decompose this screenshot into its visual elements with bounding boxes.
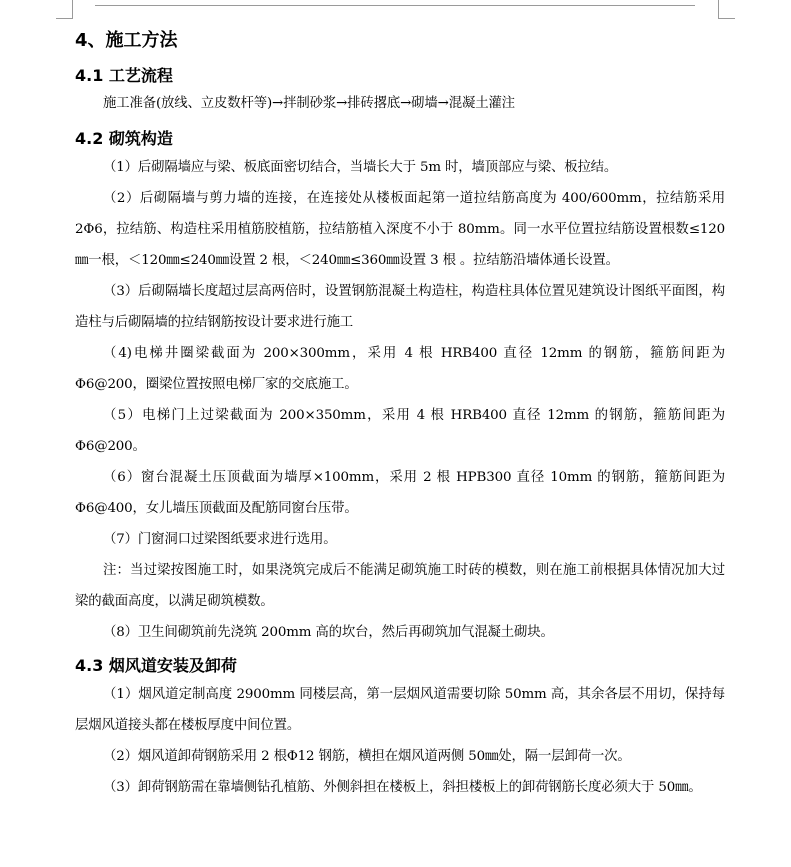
margin-mark-left-h — [56, 18, 73, 19]
section-title: 4、施工方法 — [75, 30, 178, 51]
process-flow: 施工准备(放线、立皮数杆等)→拌制砂浆→排砖撂底→砌墙→混凝土灌注 — [103, 96, 515, 111]
paragraph-4-3-1: （1）烟风道定制高度 2900mm 同楼层高，第一层烟风道需要切除 50mm 高，其余各层不用切，保持每层烟风道接头都在楼板厚度中间位置。 — [75, 687, 725, 733]
document-body — [75, 26, 725, 803]
paragraph-4-2-1: （1）后砌隔墙应与梁、板底面密切结合，当墙长大于 5m 时，墙顶部应与梁、板拉结。 — [103, 160, 618, 175]
paragraph-4-2-6: （6）窗台混凝土压顶截面为墙厚×100mm，采用 2 根 HPB300 直径 10mm 的钢筋，箍筋间距为Φ6@400，女儿墙压顶截面及配筋同窗台压带。 — [75, 470, 725, 516]
paragraph-4-3-2: （2）烟风道卸荷钢筋采用 2 根Φ12 钢筋，横担在烟风道两侧 50㎜处，隔一层卸荷一次。 — [103, 749, 631, 764]
paragraph-4-2-note: 注：当过梁按图施工时，如果浇筑完成后不能满足砌筑施工时砖的模数，则在施工前根据具体情况加大过梁的截面高度，以满足砌筑模数。 — [75, 563, 725, 609]
subsection-title-4-2: 4.2 砌筑构造 — [75, 129, 173, 148]
margin-mark-right — [718, 0, 719, 18]
margin-mark-left — [72, 0, 73, 18]
paragraph-4-2-5: （5）电梯门上过梁截面为 200×350mm，采用 4 根 HRB400 直径 12mm 的钢筋，箍筋间距为Φ6@200。 — [75, 408, 725, 454]
paragraph-4-3-3: （3）卸荷钢筋需在靠墙侧钻孔植筋、外侧斜担在楼板上，斜担楼板上的卸荷钢筋长度必须大于 50㎜。 — [103, 780, 702, 795]
paragraph-4-2-7: （7）门窗洞口过梁图纸要求进行选用。 — [103, 532, 337, 547]
subsection-title-4-3: 4.3 烟风道安装及卸荷 — [75, 656, 237, 675]
margin-mark-right-h — [718, 18, 735, 19]
paragraph-4-2-8: （8）卫生间砌筑前先浇筑 200mm 高的坎台，然后再砌筑加气混凝土砌块。 — [103, 625, 554, 640]
header-rule — [95, 5, 695, 6]
subsection-title-4-1: 4.1 工艺流程 — [75, 66, 173, 85]
paragraph-4-2-2: （2）后砌隔墙与剪力墙的连接，在连接处从楼板面起第一道拉结筋高度为 400/600mm，拉结筋采用 2Φ6，拉结筋、构造柱采用植筋胶植筋，拉结筋植入深度不小于 80mm。同一水平位置拉结筋设置根数≤120㎜一根，＜120㎜≤240㎜设置 2 根，＜240㎜≤360㎜设置 3 根 。拉结筋沿墙体通长设置。 — [75, 191, 725, 268]
paragraph-4-2-4: （4)电梯井圈梁截面为 200×300mm，采用 4 根 HRB400 直径 12mm 的钢筋，箍筋间距为Φ6@200，圈梁位置按照电梯厂家的交底施工。 — [75, 346, 725, 392]
paragraph-4-2-3: （3）后砌隔墙长度超过层高两倍时，设置钢筋混凝土构造柱，构造柱具体位置见建筑设计图纸平面图，构造柱与后砌隔墙的拉结钢筋按设计要求进行施工 — [75, 284, 725, 330]
